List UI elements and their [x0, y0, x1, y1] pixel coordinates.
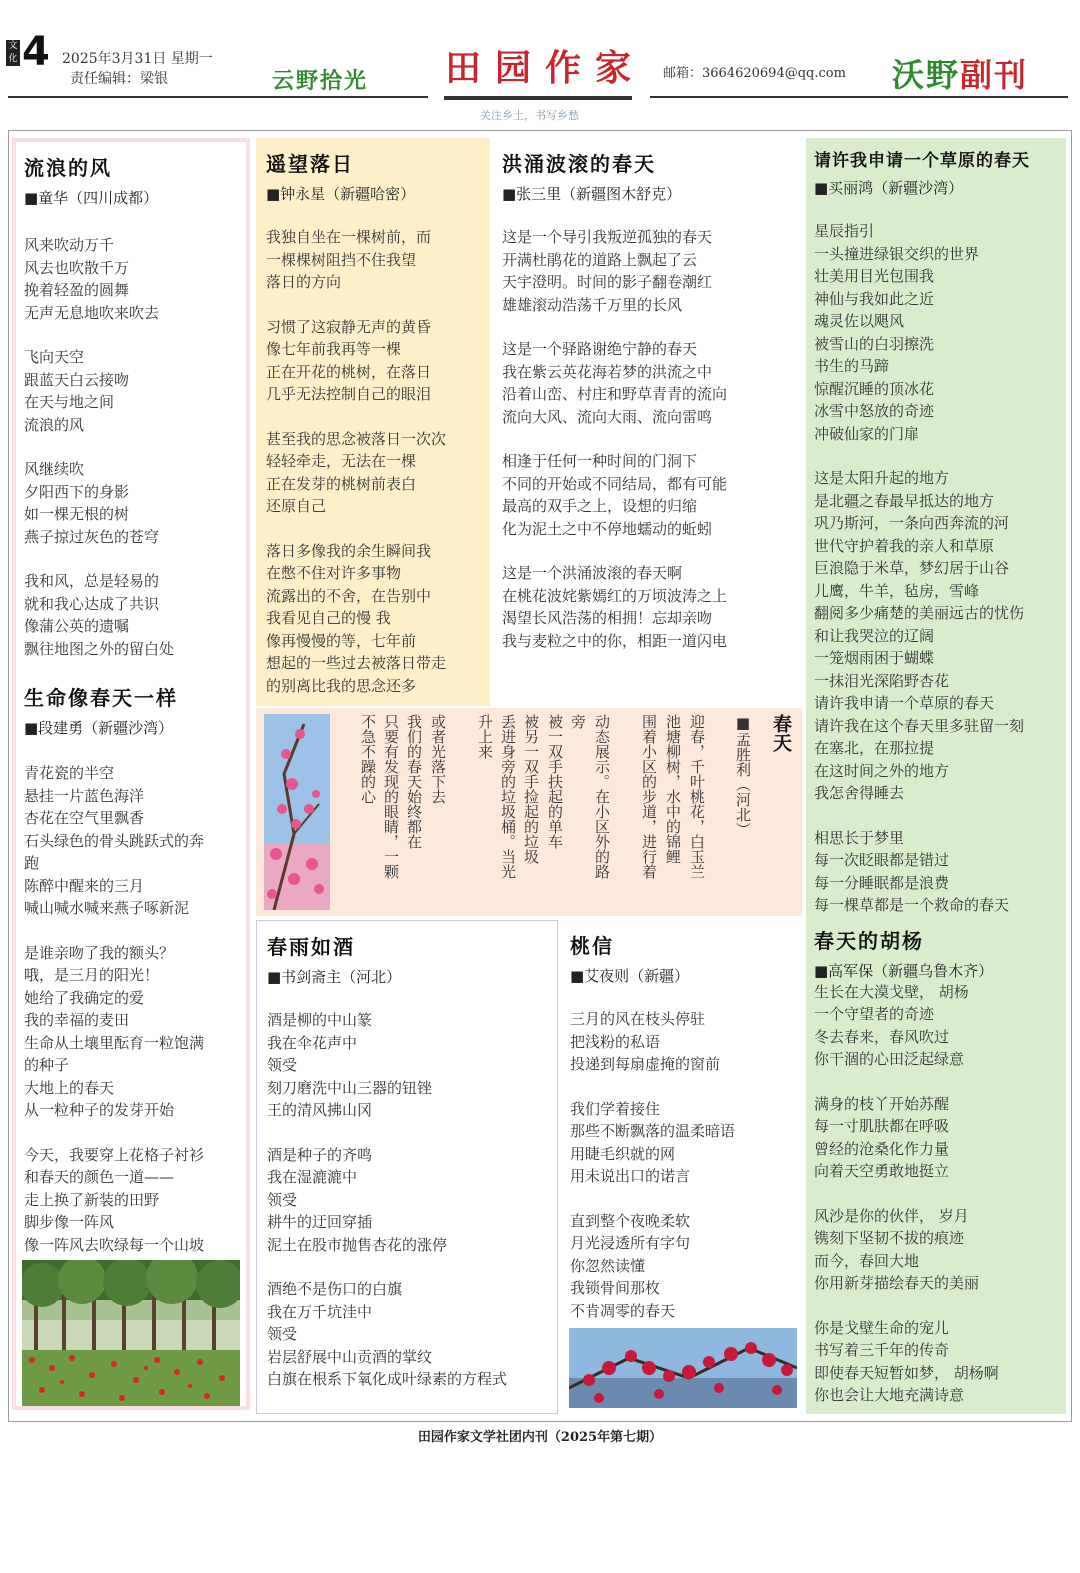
poem-line: 请许我在这个春天里多驻留一刻 — [814, 716, 1025, 735]
poem-line: 正在开花的桃树，在落日 — [266, 362, 432, 381]
poem-line: 我与麦粒之中的你，相距一道闪电 — [502, 631, 728, 650]
poem-line: 你是戈壁生命的宠儿 — [814, 1318, 950, 1337]
poem-line: 开满杜鹃花的道路上飘起了云 — [502, 250, 698, 269]
poem-author: ■钟永星（新疆哈密） — [266, 185, 416, 203]
poem-line: 在桃花波姹紫嫣红的万顷波涛之上 — [502, 586, 728, 605]
poem-title: 春天的胡杨 — [814, 928, 924, 953]
poem-title: 遥望落日 — [266, 152, 354, 176]
poem-author: ■艾夜则（新疆） — [570, 967, 690, 985]
poem-line: 在这时间之外的地方 — [814, 761, 950, 780]
poem-line: 魂灵佐以飓风 — [814, 312, 905, 330]
poem-line: 青花瓷的半空 — [24, 764, 115, 782]
brand-word-1: 沃野 — [892, 56, 961, 94]
poem-line: 镌刻下坚韧不拔的痕迹 — [814, 1229, 965, 1247]
poem-column-right — [806, 138, 1066, 1414]
header-rule-left — [8, 96, 428, 98]
poem-line-vertical: 只要有发现的眼睛，一颗 — [382, 714, 400, 879]
poem-line: 我们学着接住 — [570, 1099, 661, 1118]
poem-body — [814, 981, 1066, 1407]
poem-line: 满身的枝丫开始苏醒 — [814, 1094, 950, 1113]
poem-line: 一棵棵树阻挡不住我望 — [266, 250, 417, 269]
poem-line: 和让我哭泣的辽阔 — [814, 626, 935, 645]
poem-title: 生命像春天一样 — [24, 686, 178, 710]
poem-line: 天宇澄明。时间的影子翻卷潮红 — [502, 273, 713, 291]
poem-author: ■买丽鸿（新疆沙湾） — [814, 179, 964, 197]
poem-line: 那些不断飘落的温柔暗语 — [570, 1122, 736, 1140]
poem-title: 流浪的风 — [24, 156, 112, 180]
poem-body — [814, 220, 1066, 917]
poem-line: 泥土在股市抛售杏花的涨停 — [267, 1235, 448, 1254]
poem-title-vertical: 春天 — [770, 714, 792, 752]
poem-line-vertical: 动态展示。在小区外的路 — [593, 714, 611, 879]
poem-line: 飘往地图之外的留白处 — [24, 639, 175, 658]
poem-line-vertical: 被另一双手捡起的垃圾 — [522, 714, 540, 864]
poem-line: 流向大风、流向大雨、流向雷鸣 — [502, 407, 713, 426]
poem-body — [267, 1009, 557, 1391]
poem-line: 向着天空勇敢地挺立 — [814, 1162, 950, 1180]
page-number: 4 — [22, 29, 50, 75]
poem-line: 无声无息地吹来吹去 — [24, 303, 160, 322]
poem-author: ■张三里（新疆图木舒克） — [502, 185, 682, 203]
poem-line: 悬挂一片蓝色海洋 — [24, 786, 145, 805]
poem-line: 投递到每扇虚掩的窗前 — [570, 1055, 721, 1073]
poem-line-vertical: 池塘柳树，水中的锦鲤 — [664, 714, 682, 864]
poem-line: 刻刀磨洗中山三器的钮锉 — [267, 1078, 433, 1097]
poem-line-vertical: 升上来 — [476, 714, 494, 759]
poem-line: 今天，我要穿上花格子衬衫 — [24, 1145, 205, 1164]
poem-line: 还原自己 — [266, 497, 327, 515]
brand-word-2: 副刊 — [960, 56, 1029, 94]
poem-line: 神仙与我如此之近 — [814, 289, 935, 308]
poem-line: 请许我申请一个草原的春天 — [814, 694, 995, 712]
poem-line-vertical: 围着小区的步道，进行着 — [640, 714, 658, 879]
poem-line: 石头绿色的骨头跳跃式的奔 — [24, 831, 205, 850]
poem-line: 不同的开始或不同结局，都有可能 — [502, 474, 728, 493]
poem-line: 耕牛的迂回穿插 — [267, 1213, 373, 1231]
poem-line: 挽着轻盈的圆舞 — [24, 281, 130, 299]
poem-title: 桃信 — [570, 934, 614, 958]
poem-line: 杏花在空气里飘香 — [24, 809, 145, 827]
poem-line: 不肯凋零的春天 — [570, 1301, 676, 1320]
poem-line: 冬去春来，春风吹过 — [814, 1027, 950, 1046]
poem-line: 每一次眨眼都是错过 — [814, 851, 950, 869]
header-rule-right — [650, 96, 1068, 98]
poem-line: 书生的马蹄 — [814, 357, 890, 375]
poem-line: 壮美用目光包围我 — [814, 267, 935, 285]
poem-line: 我在湿漉漉中 — [267, 1168, 358, 1186]
poem-line: 我锁骨间那枚 — [570, 1279, 661, 1297]
poem-line: 冲破仙家的门扉 — [814, 424, 920, 443]
poem-line: 沿着山峦、村庄和野草青青的流向 — [502, 385, 728, 403]
poem-line: 我的幸福的麦田 — [24, 1011, 130, 1029]
poem-line: 大地上的春天 — [24, 1078, 115, 1097]
poem-line: 冰雪中怒放的奇迹 — [814, 402, 935, 420]
poem-line: 这是一个洪涌波滚的春天啊 — [502, 564, 683, 582]
red-blossom-illustration — [569, 1328, 797, 1408]
poem-line: 而今，春回大地 — [814, 1251, 920, 1270]
poem-line-vertical: 我们的春天始终都在 — [405, 714, 423, 849]
poem-line: 燕子掠过灰色的苍穹 — [24, 527, 160, 546]
poem-author-vertical: ■孟胜利（河北） — [734, 714, 752, 837]
poem-line: 夕阳西下的身影 — [24, 482, 130, 501]
poem-line: 巩乃斯河，一条向西奔流的河 — [814, 514, 1010, 532]
poem-line: 风来吹动万千 — [24, 236, 115, 254]
poem-column-center — [492, 138, 802, 706]
poem-line: 惊醒沉睡的顶冰花 — [814, 379, 935, 398]
poem-line: 走上换了新装的田野 — [24, 1190, 160, 1209]
masthead — [0, 0, 1080, 130]
poem-line-vertical: 旁 — [569, 714, 587, 729]
poem-line: 我在万千坑洼中 — [267, 1302, 373, 1321]
poem-line: 生长在大漠戈壁， 胡杨 — [814, 982, 969, 1001]
poem-line-vertical: 丢进身旁的垃圾桶。当光 — [499, 714, 517, 879]
poem-line: 我看见自己的慢 我 — [266, 609, 391, 627]
poem-line: 你也会让大地充满诗意 — [814, 1386, 965, 1404]
poem-body — [24, 234, 246, 660]
poem-line: 这是一个导引我叛逆孤独的春天 — [502, 228, 713, 246]
header-rule-center — [444, 96, 632, 100]
poem-line: 我独自坐在一棵树前，而 — [266, 228, 432, 246]
poem-line: 陈醉中醒来的三月 — [24, 876, 145, 895]
photo-blossom-branch — [264, 714, 330, 910]
poem-line: 像一阵风去吹绿每一个山坡 — [24, 1235, 205, 1254]
poem-line: 飞向天空 — [24, 348, 85, 366]
poem-line: 的种子 — [24, 1056, 70, 1074]
editor-credit: 责任编辑：梁银 — [70, 71, 168, 87]
poem-title: 春雨如酒 — [267, 935, 355, 959]
poem-line: 的别离比我的思念还多 — [266, 676, 417, 695]
poem-line: 像再慢慢的等，七年前 — [266, 631, 417, 650]
poem-line: 直到整个夜晚柔软 — [570, 1211, 691, 1230]
poem-line: 相思长于梦里 — [814, 828, 905, 847]
poem-line: 和春天的颜色一道—— — [24, 1168, 175, 1186]
column-brand-right — [892, 50, 1028, 96]
poem-line: 像蒲公英的遗嘱 — [24, 617, 130, 635]
poem-line: 化为泥土之中不停地蠕动的蚯蚓 — [502, 519, 713, 538]
poem-line: 每一寸肌肤都在呼吸 — [814, 1117, 950, 1135]
poem-line: 领受 — [267, 1056, 298, 1074]
poem-line: 王的清风拂山冈 — [267, 1101, 373, 1119]
poem-author: ■段建勇（新疆沙湾） — [24, 719, 174, 737]
poem-line: 酒绝不是伤口的白旗 — [267, 1280, 403, 1298]
poem-line: 我怎舍得睡去 — [814, 784, 905, 802]
poem-line: 风继续吹 — [24, 460, 85, 478]
poem-line: 风去也吹散千万 — [24, 258, 130, 277]
poem-line: 最高的双手之上，设想的归缩 — [502, 497, 698, 515]
poem-line: 风沙是你的伙伴， 岁月 — [814, 1206, 969, 1225]
poem-line: 领受 — [267, 1190, 298, 1209]
poppy-field-illustration — [22, 1260, 240, 1406]
poem-line-vertical: 或者光落下去 — [429, 714, 447, 804]
poem-body — [570, 1008, 802, 1322]
poem-line: 一个守望者的奇迹 — [814, 1005, 935, 1023]
photo-poppy-field — [22, 1260, 240, 1406]
poem-line: 在天与地之间 — [24, 393, 115, 411]
photo-red-blossoms — [569, 1328, 797, 1408]
poem-author: ■书剑斋主（河北） — [267, 968, 402, 986]
poem-line: 即使春天短暂如梦， 胡杨啊 — [814, 1363, 999, 1382]
poem-line: 是谁亲吻了我的额头？ — [24, 943, 175, 962]
poem-line: 你忽然读懂 — [570, 1256, 646, 1275]
poem-line: 在憋不住对许多事物 — [266, 564, 402, 582]
poem-line: 甚至我的思念被落日一次次 — [266, 429, 447, 448]
poem-line: 习惯了这寂静无声的黄昏 — [266, 317, 432, 336]
poem-body — [266, 226, 490, 697]
poem-line: 我和风，总是轻易的 — [24, 572, 160, 590]
poem-line: 像七年前我再等一棵 — [266, 340, 402, 358]
poem-line: 一笼烟雨困于蝴蝶 — [814, 649, 935, 667]
slogan: 关注乡土，书写乡愁 — [480, 109, 579, 122]
poem-line: 酒是种子的齐鸣 — [267, 1145, 373, 1164]
poem-title: 请许我申请一个草原的春天 — [814, 151, 1030, 171]
poem-line: 翻阅多少痛楚的美丽远古的忧伤 — [814, 604, 1025, 622]
poem-line: 领受 — [267, 1325, 298, 1343]
poem-column-yellow — [256, 138, 490, 706]
poem-line: 月光浸透所有字句 — [570, 1234, 691, 1252]
poem-line: 用未说出口的诺言 — [570, 1167, 691, 1185]
poem-line: 曾经的沧桑化作力量 — [814, 1139, 950, 1158]
poem-line: 世代守护着我的亲人和草原 — [814, 536, 995, 555]
poem-line-vertical: 不急不躁的心 — [359, 714, 377, 804]
poem-line: 白旗在根系下氧化成叶绿素的方程式 — [267, 1370, 508, 1388]
poem-title: 洪涌波滚的春天 — [502, 152, 656, 176]
page-badge: 文化 — [6, 40, 20, 66]
poem-line: 我在紫云英花海若梦的洪流之中 — [502, 362, 713, 381]
poem-line: 把浅粉的私语 — [570, 1032, 661, 1051]
poem-line: 这是一个驿路谢绝宁静的春天 — [502, 340, 698, 358]
poem-column-bottom-left — [256, 920, 558, 1414]
poem-line: 落日多像我的余生瞬间我 — [266, 541, 432, 560]
poem-line: 我在伞花声中 — [267, 1033, 358, 1052]
poem-line: 在塞北，在那拉提 — [814, 739, 935, 757]
poem-line: 她给了我确定的爱 — [24, 988, 145, 1007]
poem-line: 相逢于任何一种时间的门洞下 — [502, 452, 698, 470]
poem-line: 岩层舒展中山贡酒的掌纹 — [267, 1347, 433, 1366]
poem-line: 一抹泪光深陷野杏花 — [814, 671, 950, 690]
poem-line: 巨浪隐于米草，梦幻居于山谷 — [814, 559, 1010, 577]
poem-line: 每一棵草都是一个救命的春天 — [814, 896, 1010, 914]
poem-line: 被雪山的白羽擦洗 — [814, 334, 935, 353]
poem-line: 你干涸的心田泛起绿意 — [814, 1050, 965, 1068]
poem-line: 就和我心达成了共识 — [24, 594, 160, 613]
poem-line: 星辰指引 — [814, 222, 875, 240]
poem-line: 是北疆之春最早抵达的地方 — [814, 491, 995, 510]
poem-line: 酒是柳的中山篆 — [267, 1011, 373, 1029]
publication-title: 田园作家 — [445, 47, 646, 89]
poem-line: 书写着三千年的传奇 — [814, 1341, 950, 1359]
poem-line-vertical: 迎春，千叶桃花，白玉兰 — [688, 714, 706, 879]
poem-line: 跟蓝天白云接吻 — [24, 370, 130, 389]
poem-line: 渴望长风浩荡的相拥！忘却亲吻 — [502, 609, 713, 627]
poem-line: 雄雄滚动浩荡千万里的长风 — [502, 295, 683, 314]
poem-line: 这是太阳升起的地方 — [814, 469, 950, 487]
poem-line: 跑 — [24, 854, 40, 872]
issue-date: 2025年3月31日 星期一 — [62, 51, 213, 67]
poem-line: 流露出的不舍，在告别中 — [266, 586, 432, 605]
poem-line: 儿鹰，牛羊，毡房，雪峰 — [814, 581, 980, 600]
poem-body — [24, 762, 246, 1256]
poem-line: 生命从土壤里酝育一粒饱满 — [24, 1033, 205, 1052]
poem-line: 三月的风在枝头停驻 — [570, 1010, 706, 1028]
poem-line: 落日的方向 — [266, 273, 342, 291]
poem-line: 脚步像一阵风 — [24, 1213, 115, 1231]
poem-column-left — [16, 142, 246, 1406]
poem-line: 正在发芽的桃树前表白 — [266, 474, 417, 493]
poem-author: ■童华（四川成都） — [24, 189, 159, 207]
poem-line: 流浪的风 — [24, 415, 85, 434]
poem-line: 你用新芽描绘春天的美丽 — [814, 1274, 980, 1292]
contact-email: 邮箱：3664620694@qq.com — [663, 66, 846, 81]
poem-line: 轻轻牵走，无法在一棵 — [266, 452, 417, 470]
poem-line: 几乎无法控制自己的眼泪 — [266, 385, 432, 403]
poem-line: 哦，是三月的阳光！ — [24, 966, 160, 984]
poem-line: 想起的一些过去被落日带走 — [266, 654, 447, 672]
poem-line-vertical: 被一双手扶起的单车 — [546, 714, 564, 849]
blossom-illustration — [264, 714, 330, 910]
poem-line: 喊山喊水喊来燕子啄新泥 — [24, 899, 190, 917]
poem-author: ■高军保（新疆乌鲁木齐） — [814, 961, 994, 980]
poem-line: 用睫毛织就的网 — [570, 1144, 676, 1163]
poem-line: 每一分睡眠都是浪费 — [814, 873, 950, 892]
poem-line: 一头撞进绿银交织的世界 — [814, 244, 980, 263]
poem-line: 从一粒种子的发芽开始 — [24, 1101, 175, 1119]
column-brand-left: 云野拾光 — [272, 68, 369, 94]
poem-body — [502, 226, 802, 652]
footer-credit: 田园作家文学社团内刊（2025年第七期） — [417, 1430, 663, 1445]
poem-line: 如一棵无根的树 — [24, 505, 130, 523]
